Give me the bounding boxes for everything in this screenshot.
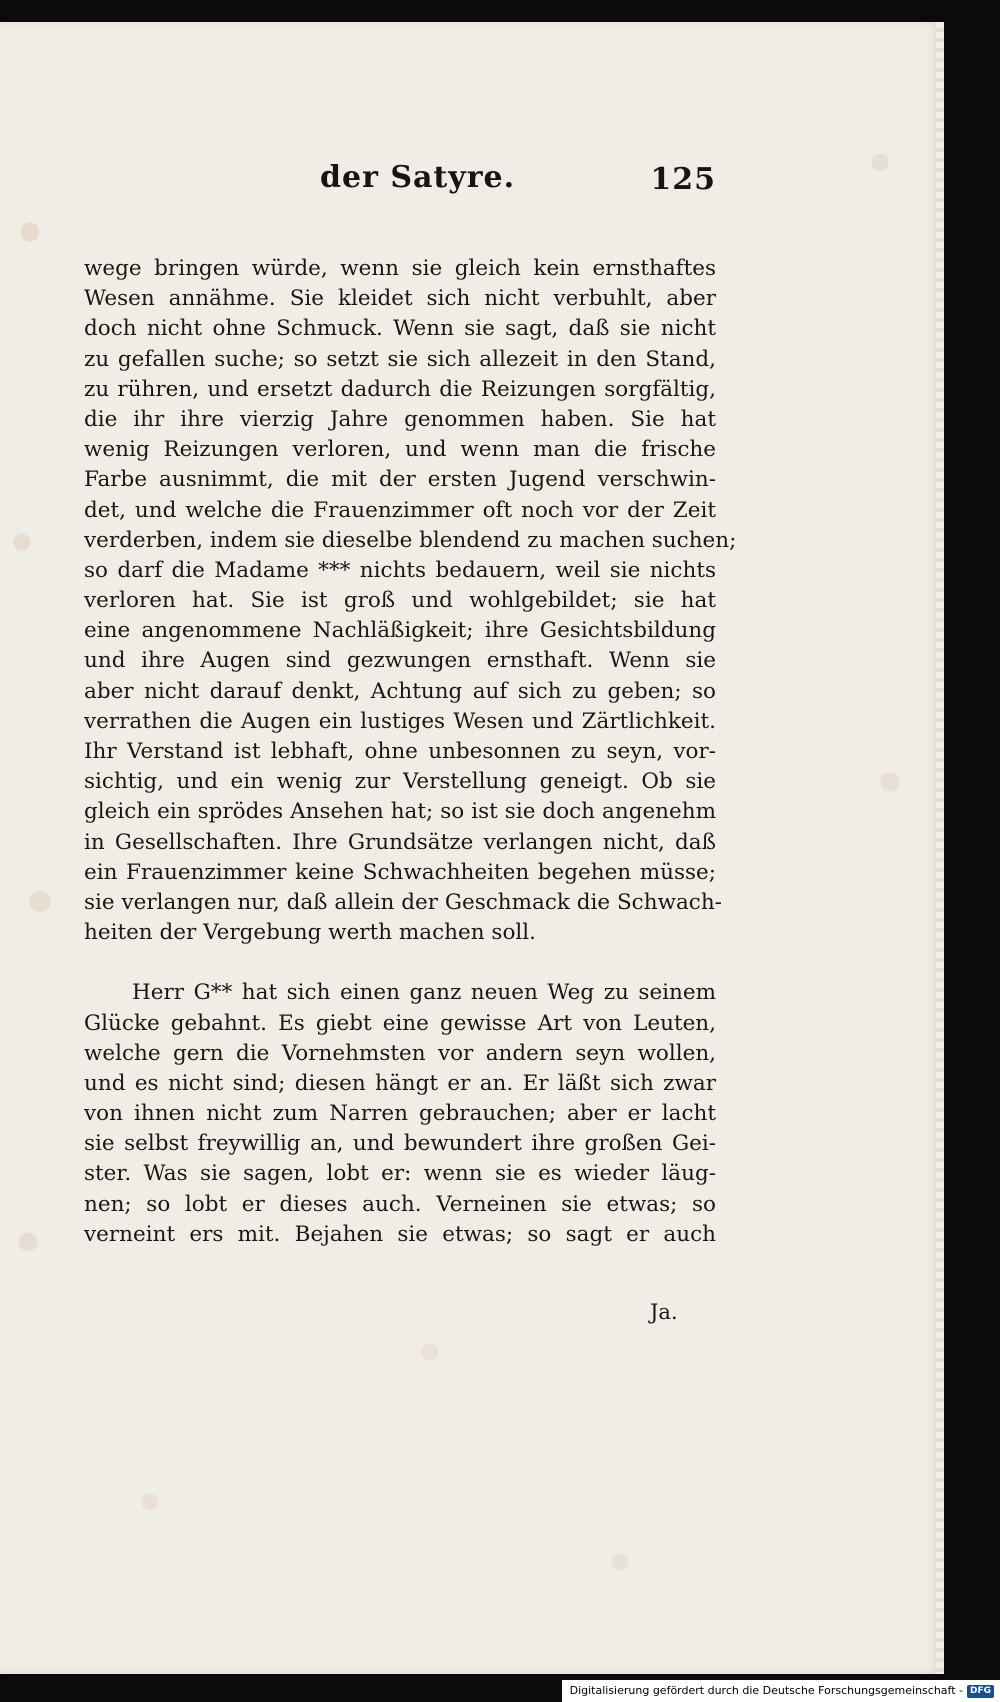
text-line: sie verlangen nur, daß allein der Geschmack die Schwach- xyxy=(84,889,722,915)
text-line: wenig Reizungen verloren, und wenn man die frische xyxy=(84,437,716,463)
text-line: Ihr Verstand ist lebhaft, ohne unbesonnen zu seyn, vor- xyxy=(84,739,716,764)
text-line: zu rühren, und ersetzt dadurch die Reizungen sorgfältig, xyxy=(84,376,716,402)
text-line: verloren hat. Sie ist groß und wohlgebildet; sie hat xyxy=(84,588,716,614)
page-header xyxy=(84,160,716,210)
text-line: gleich ein sprödes Ansehen hat; so ist sie doch angenehm xyxy=(84,799,716,825)
digitization-credit xyxy=(562,1680,1000,1702)
text-line: Farbe ausnimmt, die mit der ersten Jugend verschwin- xyxy=(84,467,716,493)
catchword: Ja. xyxy=(650,1300,678,1324)
text-line: ein Frauenzimmer keine Schwachheiten begehen müsse; xyxy=(84,859,716,885)
text-line: Glücke gebahnt. Es giebt eine gewisse Art von Leuten, xyxy=(84,1010,716,1036)
text-line: aber nicht darauf denkt, Achtung auf sich zu geben; so xyxy=(84,678,716,704)
text-line: nen; so lobt er dieses auch. Verneinen sie etwas; so xyxy=(84,1191,716,1217)
text-line: verderben, indem sie dieselbe blendend zu machen suchen; xyxy=(84,527,737,553)
text-line: det, und welche die Frauenzimmer oft noch vor der Zeit xyxy=(84,497,716,523)
text-line: verneint ers mit. Bejahen sie etwas; so sagt er auch xyxy=(84,1221,716,1247)
paragraph-2 xyxy=(84,978,716,1250)
paragraph-gap xyxy=(84,948,716,978)
text-line: eine angenommene Nachläßigkeit; ihre Gesichtsbildung xyxy=(84,618,716,644)
paragraph-1 xyxy=(84,254,737,948)
text-line: ster. Was sie sagen, lobt er: wenn sie es wieder läug- xyxy=(84,1161,716,1187)
text-line: in Gesellschaften. Ihre Grundsätze verlangen nicht, daß xyxy=(84,829,716,855)
text-line: sie selbst freywillig an, und bewundert ihre großen Gei- xyxy=(84,1131,716,1157)
text-line: wege bringen würde, wenn sie gleich kein ernsthaftes xyxy=(84,256,716,281)
dfg-logo-icon: DFG xyxy=(967,1685,994,1698)
text-line: und ihre Augen sind gezwungen ernsthaft. Wenn sie xyxy=(84,648,716,674)
text-line: und es nicht sind; diesen hängt er an. Er läßt sich zwar xyxy=(84,1070,716,1096)
text-line: verrathen die Augen ein lustiges Wesen und Zärtlichkeit. xyxy=(84,708,716,734)
credit-text: Digitalisierung gefördert durch die Deutsche Forschungsgemeinschaft - xyxy=(569,1684,963,1697)
text-line: Wesen annähme. Sie kleidet sich nicht verbuhlt, aber xyxy=(84,286,716,312)
text-line: doch nicht ohne Schmuck. Wenn sie sagt, daß sie nicht xyxy=(84,316,716,342)
text-line: sichtig, und ein wenig zur Verstellung geneigt. Ob sie xyxy=(84,769,716,795)
text-line: so darf die Madame *** nichts bedauern, weil sie nichts xyxy=(84,557,716,583)
text-line: welche gern die Vornehmsten vor andern seyn wollen, xyxy=(84,1040,716,1066)
text-line: Herr G** hat sich einen ganz neuen Weg zu seinem xyxy=(132,980,716,1006)
body-text xyxy=(84,254,737,1250)
text-line: heiten der Vergebung werth machen soll. xyxy=(84,920,536,946)
text-line: von ihnen nicht zum Narren gebrauchen; aber er lacht xyxy=(84,1101,716,1127)
running-head: der Satyre. xyxy=(320,160,516,195)
text-line: zu gefallen suche; so setzt sie sich allezeit in den Stand, xyxy=(84,346,716,372)
book-page xyxy=(0,22,940,1674)
text-line: die ihr ihre vierzig Jahre genommen haben. Sie hat xyxy=(84,406,716,432)
page-number: 125 xyxy=(650,162,716,197)
